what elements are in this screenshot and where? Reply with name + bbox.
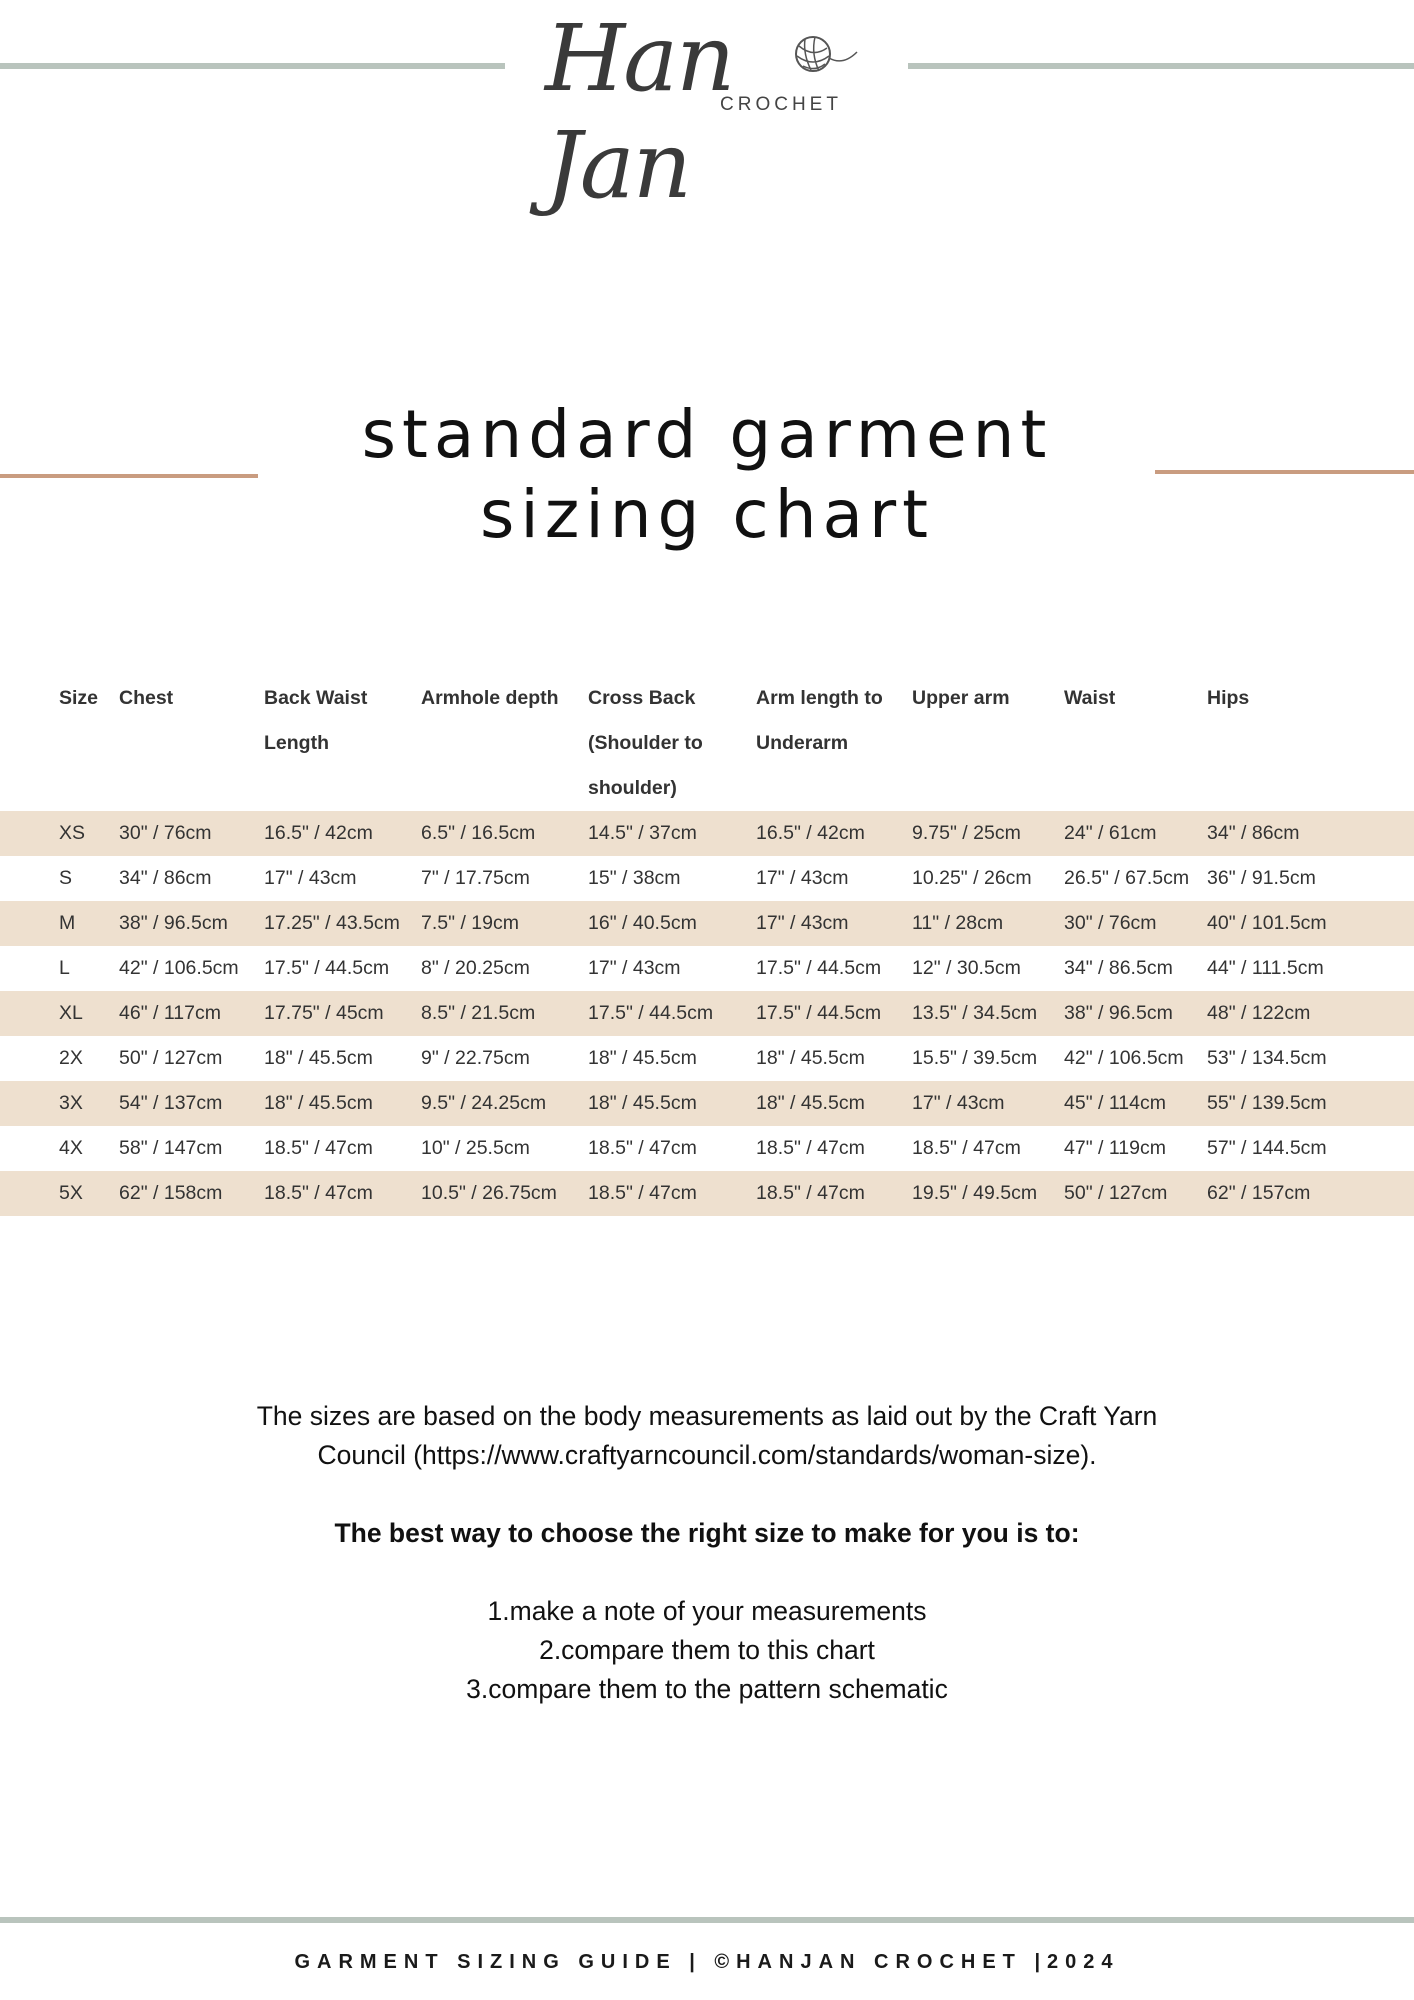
table-cell: 19.5" / 49.5cm [912,1182,1038,1204]
list-item: 2.compare them to this chart [539,1635,875,1665]
table-row [0,1081,1414,1126]
table-row [0,901,1414,946]
table-cell: 46" / 117cm [119,1002,221,1024]
table-cell: 42" / 106.5cm [1064,1047,1184,1069]
table-cell: 18.5" / 47cm [264,1182,373,1204]
brand-logo [545,5,875,219]
column-header [264,675,421,811]
table-cell: 17.5" / 44.5cm [756,1002,882,1024]
table-cell: 30" / 76cm [1064,912,1157,934]
table-cell: 62" / 158cm [119,1182,223,1204]
table-cell: M [59,912,76,934]
table-cell: 18" / 45.5cm [756,1047,865,1069]
page-footer: GARMENT SIZING GUIDE | ©HANJAN CROCHET |2024 [294,1951,1120,1973]
column-header: Waist [1064,687,1116,709]
notes-intro: The sizes are based on the body measurements as laid out by the Craft Yarn Council (https://www.craftyarncouncil.com/standards/woman-size). [256,1401,1158,1470]
notes-lead: The best way to choose the right size to make for you is to: [334,1518,1080,1548]
table-cell: 17.5" / 44.5cm [756,957,882,979]
table-cell: 6.5" / 16.5cm [421,822,536,844]
table-cell: 17" / 43cm [912,1092,1005,1114]
table-cell: S [59,867,73,889]
table-cell: 34" / 86.5cm [1064,957,1173,979]
table-cell: XS [59,822,86,844]
table-row [0,811,1414,856]
logo-subtitle: CROCHET [720,94,842,115]
table-cell: 8.5" / 21.5cm [421,1002,536,1024]
table-cell: 34" / 86cm [1207,822,1300,844]
column-header [756,675,912,811]
table-header-row [0,675,1414,811]
page-title [0,395,1414,555]
table-cell: 16.5" / 42cm [756,822,865,844]
column-header-text: Arm length to Underarm [756,687,883,754]
logo-script: Han Jan [545,5,734,219]
table-cell: 7" / 17.75cm [421,867,530,889]
column-header: Size [59,687,99,709]
table-cell: 17" / 43cm [756,867,849,889]
table-cell: 24" / 61cm [1064,822,1157,844]
table-row [0,1171,1414,1216]
table-cell: 15" / 38cm [588,867,681,889]
table-cell: 17.5" / 44.5cm [588,1002,714,1024]
table-cell: 10" / 25.5cm [421,1137,530,1159]
table-cell: 40" / 101.5cm [1207,912,1327,934]
table-cell: L [59,957,70,979]
table-row [0,946,1414,991]
table-cell: 10.5" / 26.75cm [421,1182,557,1204]
table-cell: XL [59,1002,83,1024]
table-cell: 62" / 157cm [1207,1182,1311,1204]
yarn-ball-icon [791,30,861,80]
table-cell: 47" / 119cm [1064,1137,1166,1159]
column-header: Hips [1207,687,1250,709]
table-cell: 11" / 28cm [912,912,1004,934]
table-cell: 38" / 96.5cm [119,912,228,934]
table-cell: 18.5" / 47cm [912,1137,1021,1159]
table-cell: 50" / 127cm [1064,1182,1168,1204]
table-row [0,856,1414,901]
steps-list [0,1592,1414,1709]
table-cell: 15.5" / 39.5cm [912,1047,1038,1069]
table-cell: 3X [59,1092,83,1114]
table-cell: 18" / 45.5cm [264,1092,373,1114]
table-cell: 2X [59,1047,83,1069]
table-cell: 5X [59,1182,83,1204]
table-cell: 48" / 122cm [1207,1002,1311,1024]
table-cell: 57" / 144.5cm [1207,1137,1327,1159]
table-cell: 4X [59,1137,83,1159]
column-header: Chest [119,687,174,709]
table-cell: 30" / 76cm [119,822,212,844]
table-cell: 17" / 43cm [264,867,357,889]
table-cell: 9.5" / 24.25cm [421,1092,547,1114]
title-line-2: sizing chart [480,476,934,553]
table-cell: 44" / 111.5cm [1207,957,1324,979]
table-row [0,991,1414,1036]
table-cell: 9.75" / 25cm [912,822,1021,844]
top-divider-left [0,63,505,69]
sizing-table [0,675,1414,1216]
table-cell: 7.5" / 19cm [421,912,519,934]
table-cell: 16.5" / 42cm [264,822,373,844]
table-body [0,811,1414,1216]
table-row [0,1036,1414,1081]
table-cell: 18" / 45.5cm [588,1092,697,1114]
table-cell: 13.5" / 34.5cm [912,1002,1038,1024]
sizing-notes [0,1397,1414,1709]
footer-divider [0,1917,1414,1923]
table-cell: 9" / 22.75cm [421,1047,530,1069]
table-cell: 42" / 106.5cm [119,957,239,979]
table-row [0,1126,1414,1171]
table-cell: 17.25" / 43.5cm [264,912,400,934]
table-cell: 26.5" / 67.5cm [1064,867,1190,889]
table-cell: 18" / 45.5cm [756,1092,865,1114]
table-cell: 34" / 86cm [119,867,212,889]
table-cell: 17" / 43cm [756,912,849,934]
table-cell: 18.5" / 47cm [756,1182,865,1204]
table-cell: 17.5" / 44.5cm [264,957,390,979]
title-line-1: standard garment [361,396,1053,473]
table-cell: 8" / 20.25cm [421,957,530,979]
table-cell: 55" / 139.5cm [1207,1092,1327,1114]
table-cell: 45" / 114cm [1064,1092,1166,1114]
column-header [588,675,756,811]
column-header: Upper arm [912,687,1010,709]
table-cell: 36" / 91.5cm [1207,867,1316,889]
sizing-table-container [0,675,1414,1216]
table-cell: 18.5" / 47cm [264,1137,373,1159]
top-divider-right [908,63,1414,69]
table-cell: 18.5" / 47cm [588,1137,697,1159]
column-header-text: Cross Back (Shoulder to shoulder) [588,687,703,799]
table-cell: 38" / 96.5cm [1064,1002,1173,1024]
table-cell: 18.5" / 47cm [756,1137,865,1159]
table-cell: 14.5" / 37cm [588,822,697,844]
table-cell: 12" / 30.5cm [912,957,1021,979]
table-cell: 10.25" / 26cm [912,867,1032,889]
table-cell: 16" / 40.5cm [588,912,697,934]
table-cell: 50" / 127cm [119,1047,223,1069]
table-cell: 18" / 45.5cm [264,1047,373,1069]
table-cell: 53" / 134.5cm [1207,1047,1327,1069]
table-cell: 17.75" / 45cm [264,1002,384,1024]
table-cell: 17" / 43cm [588,957,681,979]
list-item: 3.compare them to the pattern schematic [466,1674,948,1704]
column-header-text: Back Waist Length [264,687,368,754]
column-header: Armhole depth [421,687,559,709]
table-cell: 58" / 147cm [119,1137,223,1159]
list-item: 1.make a note of your measurements [487,1596,927,1626]
table-cell: 18.5" / 47cm [588,1182,697,1204]
table-cell: 18" / 45.5cm [588,1047,697,1069]
table-cell: 54" / 137cm [119,1092,223,1114]
